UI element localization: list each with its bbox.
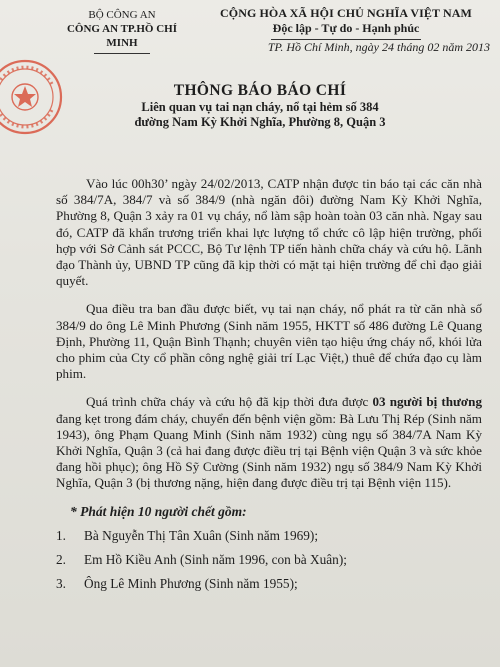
list-item-number: 2. xyxy=(56,552,66,568)
agency-name: CÔNG AN TP.HỒ CHÍ MINH xyxy=(66,23,178,49)
document-subtitle xyxy=(40,100,480,130)
list-item-number: 3. xyxy=(56,576,66,592)
paragraph-rescue-intro: Quá trình chữa cháy và cứu hộ đã kịp thời đưa được xyxy=(86,394,373,410)
paragraph-origin: Qua điều tra ban đầu được biết, vụ tai nạn cháy, nổ phát ra từ căn nhà số 384/9 do ông Lê Minh Phương (Sinh năm 1955, HKTT số 486 đường Lê Quang Định, Phường 11, Quận Bình Thạnh; chuyên viên tạo hiệu ứng cháy nổ, khói lửa cho phim của Cty cổ phần công nghệ giải trí Lạc Việt,) thuê để chứa đạo cụ làm phim. xyxy=(56,301,482,382)
injured-count: 03 người bị thương xyxy=(372,394,482,410)
list-item-text: Ông Lê Minh Phương (Sinh năm 1955); xyxy=(84,576,298,592)
motto: Độc lập - Tự do - Hạnh phúc xyxy=(272,21,420,35)
header-divider xyxy=(94,53,150,54)
list-item-text: Bà Nguyễn Thị Tân Xuân (Sinh năm 1969); xyxy=(84,527,319,543)
list-item-number: 1. xyxy=(56,527,66,543)
list-item xyxy=(56,528,482,544)
list-item xyxy=(56,552,482,568)
paragraph-rescue-details: đang kẹt trong đám cháy, chuyển đến bệnh viện gồm: Bà Lưu Thị Rép (Sinh năm 1943), ông Phạm Quang Minh (Sinh năm 1932) cùng ngụ số 384/7A Nam Kỳ Khởi Nghĩa, Quận 3 (cả hai đang được điều trị tại Bệnh viện Quận 3 và sức khỏe đang hồi phục); ông Hồ Sỹ Cường (Sinh năm 1932) ngụ số 384/9 Nam Kỳ Khởi Nghĩa, Quận 3 (bị thương nặng, hiện đang được điều trị tại Bệnh viện 115). xyxy=(56,410,482,491)
deaths-list xyxy=(56,528,482,593)
national-motto-header xyxy=(200,6,492,40)
dateline: TP. Hồ Chí Minh, ngày 24 tháng 02 năm 2013 xyxy=(267,40,490,54)
paragraph-rescue xyxy=(56,394,482,491)
paragraph-incident: Vào lúc 00h30’ ngày 24/02/2013, CATP nhận được tin báo tại các căn nhà số 384/7A, 384/7 và số 384/9 (nhà ngăn đôi) đường Nam Kỳ Khởi Nghĩa, Phường 8, Quận 3 xảy ra 01 vụ cháy, nổ làm sập hoàn toàn 03 căn nhà. Ngay sau đó, CATP đã khẩn trương triển khai lực lượng tổ chức cô lập hiện trường, phối hợp với Sở Cảnh sát PCCC, Bộ Tư lệnh TP tiến hành chữa cháy và cứu hộ. Lãnh đạo Thành ủy, UBND TP cũng đã kịp thời có mặt tại hiện trường để chỉ đạo giải quyết. xyxy=(56,176,482,289)
list-item-text: Em Hồ Kiều Anh (Sinh năm 1996, con bà Xuân); xyxy=(84,552,347,568)
subtitle-line-1: Liên quan vụ tai nạn cháy, nổ tại hẻm số 384 xyxy=(141,100,379,114)
ministry-name: BỘ CÔNG AN xyxy=(88,9,156,21)
subtitle-line-2: đường Nam Kỳ Khởi Nghĩa, Phường 8, Quận 3 xyxy=(134,115,386,129)
deaths-section-heading: * Phát hiện 10 người chết gồm: xyxy=(70,503,247,519)
country-name: CỘNG HÒA XÃ HỘI CHỦ NGHĨA VIỆT NAM xyxy=(220,6,472,20)
document-body xyxy=(56,176,482,600)
list-item xyxy=(56,576,482,592)
agency-header xyxy=(52,8,192,54)
document-title: THÔNG BÁO BÁO CHÍ xyxy=(173,82,347,99)
